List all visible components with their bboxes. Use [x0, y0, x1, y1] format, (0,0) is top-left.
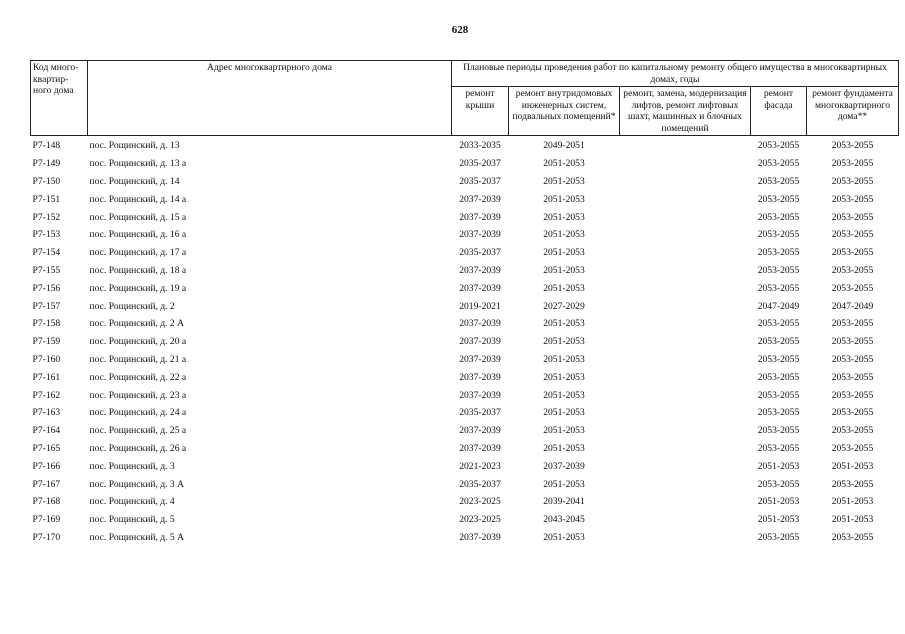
table-row: [31, 208, 899, 226]
foundation-period-cell: 2053-2055: [831, 531, 874, 543]
address-cell: пос. Рощинский, д. 20 а: [89, 336, 187, 348]
facade-period-cell: 2053-2055: [757, 425, 800, 437]
code-cell: Р7-156: [32, 282, 61, 294]
foundation-period-cell: 2053-2055: [831, 442, 874, 454]
table-row: [31, 333, 899, 351]
address-cell: пос. Рощинский, д. 5 А: [89, 531, 185, 543]
lifts-period-cell: [620, 493, 751, 511]
roof-period-cell: 2037-2039: [459, 389, 501, 401]
engineering-period-cell: 2051-2053: [543, 282, 585, 294]
roof-period-cell: 2023-2025: [459, 514, 501, 526]
lifts-period-cell: [620, 404, 751, 422]
table-row: [31, 440, 899, 458]
lifts-period-cell: [620, 529, 751, 547]
address-cell: пос. Рощинский, д. 3 А: [89, 478, 185, 490]
facade-period-cell: 2053-2055: [757, 140, 800, 152]
address-cell: пос. Рощинский, д. 3: [89, 460, 175, 472]
engineering-period-cell: 2051-2053: [543, 264, 585, 276]
roof-period-cell: 2037-2039: [459, 318, 501, 330]
lifts-period-cell: [620, 475, 751, 493]
foundation-period-cell: 2051-2053: [831, 460, 874, 472]
roof-period-cell: 2037-2039: [459, 353, 501, 365]
engineering-period-cell: 2051-2053: [543, 353, 585, 365]
lifts-period-cell: [620, 386, 751, 404]
header-lifts: ремонт, замена, модернизация лифтов, ремонт лифтовых шахт, машинных и блочных помещений: [620, 87, 751, 136]
code-cell: Р7-152: [32, 211, 61, 223]
facade-period-cell: 2053-2055: [757, 531, 800, 543]
roof-period-cell: 2037-2039: [459, 229, 501, 241]
facade-period-cell: 2047-2049: [757, 300, 800, 312]
table-body: [31, 136, 899, 547]
lifts-period-cell: [620, 262, 751, 280]
lifts-period-cell: [620, 351, 751, 369]
roof-period-cell: 2035-2037: [459, 407, 501, 419]
table-row: [31, 173, 899, 191]
table-row: [31, 457, 899, 475]
engineering-period-cell: 2051-2053: [543, 229, 585, 241]
address-cell: пос. Рощинский, д. 14: [89, 175, 180, 187]
engineering-period-cell: 2051-2053: [543, 318, 585, 330]
foundation-period-cell: 2053-2055: [831, 407, 874, 419]
foundation-period-cell: 2053-2055: [831, 389, 874, 401]
engineering-period-cell: 2043-2045: [543, 514, 585, 526]
facade-period-cell: 2053-2055: [757, 247, 800, 259]
address-cell: пос. Рощинский, д. 2 А: [89, 318, 185, 330]
table-row: [31, 404, 899, 422]
table-row: [31, 190, 899, 208]
code-cell: Р7-155: [32, 264, 61, 276]
code-cell: Р7-153: [32, 229, 61, 241]
table-row: [31, 386, 899, 404]
facade-period-cell: 2053-2055: [757, 336, 800, 348]
lifts-period-cell: [620, 173, 751, 191]
engineering-period-cell: 2051-2053: [543, 425, 585, 437]
code-cell: Р7-168: [32, 496, 61, 508]
engineering-period-cell: 2051-2053: [543, 175, 585, 187]
code-cell: Р7-169: [32, 514, 61, 526]
foundation-period-cell: 2053-2055: [831, 140, 874, 152]
foundation-period-cell: 2051-2053: [831, 514, 874, 526]
table-row: [31, 279, 899, 297]
engineering-period-cell: 2051-2053: [543, 211, 585, 223]
address-cell: пос. Рощинский, д. 22 а: [89, 371, 187, 383]
foundation-period-cell: 2047-2049: [831, 300, 874, 312]
roof-period-cell: 2037-2039: [459, 336, 501, 348]
address-cell: пос. Рощинский, д. 2: [89, 300, 175, 312]
address-cell: пос. Рощинский, д. 5: [89, 514, 175, 526]
code-cell: Р7-149: [32, 158, 61, 170]
code-cell: Р7-157: [32, 300, 61, 312]
header-roof: ремонт крыши: [452, 87, 509, 136]
header-facade: ремонт фасада: [751, 87, 807, 136]
engineering-period-cell: 2051-2053: [543, 531, 585, 543]
facade-period-cell: 2053-2055: [757, 389, 800, 401]
roof-period-cell: 2037-2039: [459, 442, 501, 454]
code-cell: Р7-150: [32, 175, 61, 187]
code-cell: Р7-170: [32, 531, 61, 543]
lifts-period-cell: [620, 511, 751, 529]
foundation-period-cell: 2053-2055: [831, 211, 874, 223]
foundation-period-cell: 2053-2055: [831, 158, 874, 170]
address-cell: пос. Рощинский, д. 17 а: [89, 247, 187, 259]
code-cell: Р7-164: [32, 425, 61, 437]
header-code: Код много-квартир-ного дома: [31, 61, 88, 136]
foundation-period-cell: 2053-2055: [831, 425, 874, 437]
facade-period-cell: 2053-2055: [757, 193, 800, 205]
address-cell: пос. Рощинский, д. 14 а: [89, 193, 187, 205]
roof-period-cell: 2037-2039: [459, 264, 501, 276]
table-row: [31, 351, 899, 369]
facade-period-cell: 2053-2055: [757, 211, 800, 223]
roof-period-cell: 2035-2037: [459, 175, 501, 187]
address-cell: пос. Рощинский, д. 25 а: [89, 425, 187, 437]
engineering-period-cell: 2039-2041: [543, 496, 585, 508]
lifts-period-cell: [620, 368, 751, 386]
lifts-period-cell: [620, 208, 751, 226]
code-cell: Р7-154: [32, 247, 61, 259]
roof-period-cell: 2037-2039: [459, 211, 501, 223]
repair-schedule-table: [30, 60, 899, 546]
table-row: [31, 297, 899, 315]
table-row: [31, 475, 899, 493]
roof-period-cell: 2035-2037: [459, 478, 501, 490]
address-cell: пос. Рощинский, д. 4: [89, 496, 175, 508]
code-cell: Р7-160: [32, 353, 61, 365]
roof-period-cell: 2035-2037: [459, 158, 501, 170]
table-row: [31, 226, 899, 244]
facade-period-cell: 2051-2053: [757, 496, 800, 508]
table-row: [31, 136, 899, 155]
code-cell: Р7-165: [32, 442, 61, 454]
address-cell: пос. Рощинский, д. 16 а: [89, 229, 187, 241]
engineering-period-cell: 2051-2053: [543, 336, 585, 348]
lifts-period-cell: [620, 279, 751, 297]
table-row: [31, 315, 899, 333]
engineering-period-cell: 2051-2053: [543, 371, 585, 383]
foundation-period-cell: 2053-2055: [831, 193, 874, 205]
code-cell: Р7-151: [32, 193, 61, 205]
foundation-period-cell: 2053-2055: [831, 336, 874, 348]
address-cell: пос. Рощинский, д. 13 а: [89, 158, 187, 170]
foundation-period-cell: 2053-2055: [831, 229, 874, 241]
roof-period-cell: 2021-2023: [459, 460, 501, 472]
roof-period-cell: 2037-2039: [459, 425, 501, 437]
address-cell: пос. Рощинский, д. 24 а: [89, 407, 187, 419]
foundation-period-cell: 2053-2055: [831, 371, 874, 383]
engineering-period-cell: 2051-2053: [543, 158, 585, 170]
facade-period-cell: 2051-2053: [757, 514, 800, 526]
lifts-period-cell: [620, 136, 751, 155]
table-row: [31, 368, 899, 386]
table-row: [31, 511, 899, 529]
table-row: [31, 493, 899, 511]
roof-period-cell: 2037-2039: [459, 193, 501, 205]
foundation-period-cell: 2053-2055: [831, 318, 874, 330]
roof-period-cell: 2037-2039: [459, 371, 501, 383]
table-row: [31, 422, 899, 440]
foundation-period-cell: 2053-2055: [831, 282, 874, 294]
header-address: Адрес многоквартирного дома: [88, 61, 452, 136]
address-cell: пос. Рощинский, д. 21 а: [89, 353, 187, 365]
facade-period-cell: 2051-2053: [757, 460, 800, 472]
facade-period-cell: 2053-2055: [757, 407, 800, 419]
facade-period-cell: 2053-2055: [757, 318, 800, 330]
table-header: [31, 61, 899, 136]
address-cell: пос. Рощинский, д. 23 а: [89, 389, 187, 401]
foundation-period-cell: 2053-2055: [831, 175, 874, 187]
table-row: [31, 244, 899, 262]
header-foundation: ремонт фундамента многоквартирного дома**: [807, 87, 899, 136]
engineering-period-cell: 2051-2053: [543, 442, 585, 454]
engineering-period-cell: 2051-2053: [543, 407, 585, 419]
lifts-period-cell: [620, 190, 751, 208]
header-periods-group: Плановые периоды проведения работ по капитальному ремонту общего имущества в многоквартирных домах, годы: [452, 61, 899, 87]
facade-period-cell: 2053-2055: [757, 175, 800, 187]
code-cell: Р7-167: [32, 478, 61, 490]
facade-period-cell: 2053-2055: [757, 264, 800, 276]
lifts-period-cell: [620, 457, 751, 475]
page-number: 628: [451, 24, 469, 36]
table-row: [31, 262, 899, 280]
facade-period-cell: 2053-2055: [757, 229, 800, 241]
lifts-period-cell: [620, 155, 751, 173]
facade-period-cell: 2053-2055: [757, 282, 800, 294]
engineering-period-cell: 2051-2053: [543, 389, 585, 401]
lifts-period-cell: [620, 226, 751, 244]
code-cell: Р7-159: [32, 336, 61, 348]
header-engineering: ремонт внутридомовых инженерных систем, подвальных помещений*: [509, 87, 620, 136]
table-row: [31, 155, 899, 173]
lifts-period-cell: [620, 333, 751, 351]
facade-period-cell: 2053-2055: [757, 353, 800, 365]
address-cell: пос. Рощинский, д. 18 а: [89, 264, 187, 276]
engineering-period-cell: 2049-2051: [543, 140, 585, 152]
facade-period-cell: 2053-2055: [757, 158, 800, 170]
roof-period-cell: 2035-2037: [459, 247, 501, 259]
foundation-period-cell: 2051-2053: [831, 496, 874, 508]
roof-period-cell: 2019-2021: [459, 300, 501, 312]
lifts-period-cell: [620, 422, 751, 440]
address-cell: пос. Рощинский, д. 13: [89, 140, 180, 152]
lifts-period-cell: [620, 244, 751, 262]
roof-period-cell: 2033-2035: [459, 140, 501, 152]
address-cell: пос. Рощинский, д. 15 а: [89, 211, 187, 223]
roof-period-cell: 2023-2025: [459, 496, 501, 508]
address-cell: пос. Рощинский, д. 26 а: [89, 442, 187, 454]
foundation-period-cell: 2053-2055: [831, 478, 874, 490]
roof-period-cell: 2037-2039: [459, 282, 501, 294]
lifts-period-cell: [620, 440, 751, 458]
code-cell: Р7-148: [32, 140, 61, 152]
foundation-period-cell: 2053-2055: [831, 264, 874, 276]
roof-period-cell: 2037-2039: [459, 531, 501, 543]
code-cell: Р7-162: [32, 389, 61, 401]
table-row: [31, 529, 899, 547]
facade-period-cell: 2053-2055: [757, 442, 800, 454]
engineering-period-cell: 2051-2053: [543, 193, 585, 205]
foundation-period-cell: 2053-2055: [831, 353, 874, 365]
code-cell: Р7-163: [32, 407, 61, 419]
engineering-period-cell: 2037-2039: [543, 460, 585, 472]
engineering-period-cell: 2027-2029: [543, 300, 585, 312]
lifts-period-cell: [620, 315, 751, 333]
code-cell: Р7-158: [32, 318, 61, 330]
facade-period-cell: 2053-2055: [757, 371, 800, 383]
code-cell: Р7-161: [32, 371, 61, 383]
facade-period-cell: 2053-2055: [757, 478, 800, 490]
lifts-period-cell: [620, 297, 751, 315]
engineering-period-cell: 2051-2053: [543, 478, 585, 490]
code-cell: Р7-166: [32, 460, 61, 472]
address-cell: пос. Рощинский, д. 19 а: [89, 282, 187, 294]
engineering-period-cell: 2051-2053: [543, 247, 585, 259]
foundation-period-cell: 2053-2055: [831, 247, 874, 259]
